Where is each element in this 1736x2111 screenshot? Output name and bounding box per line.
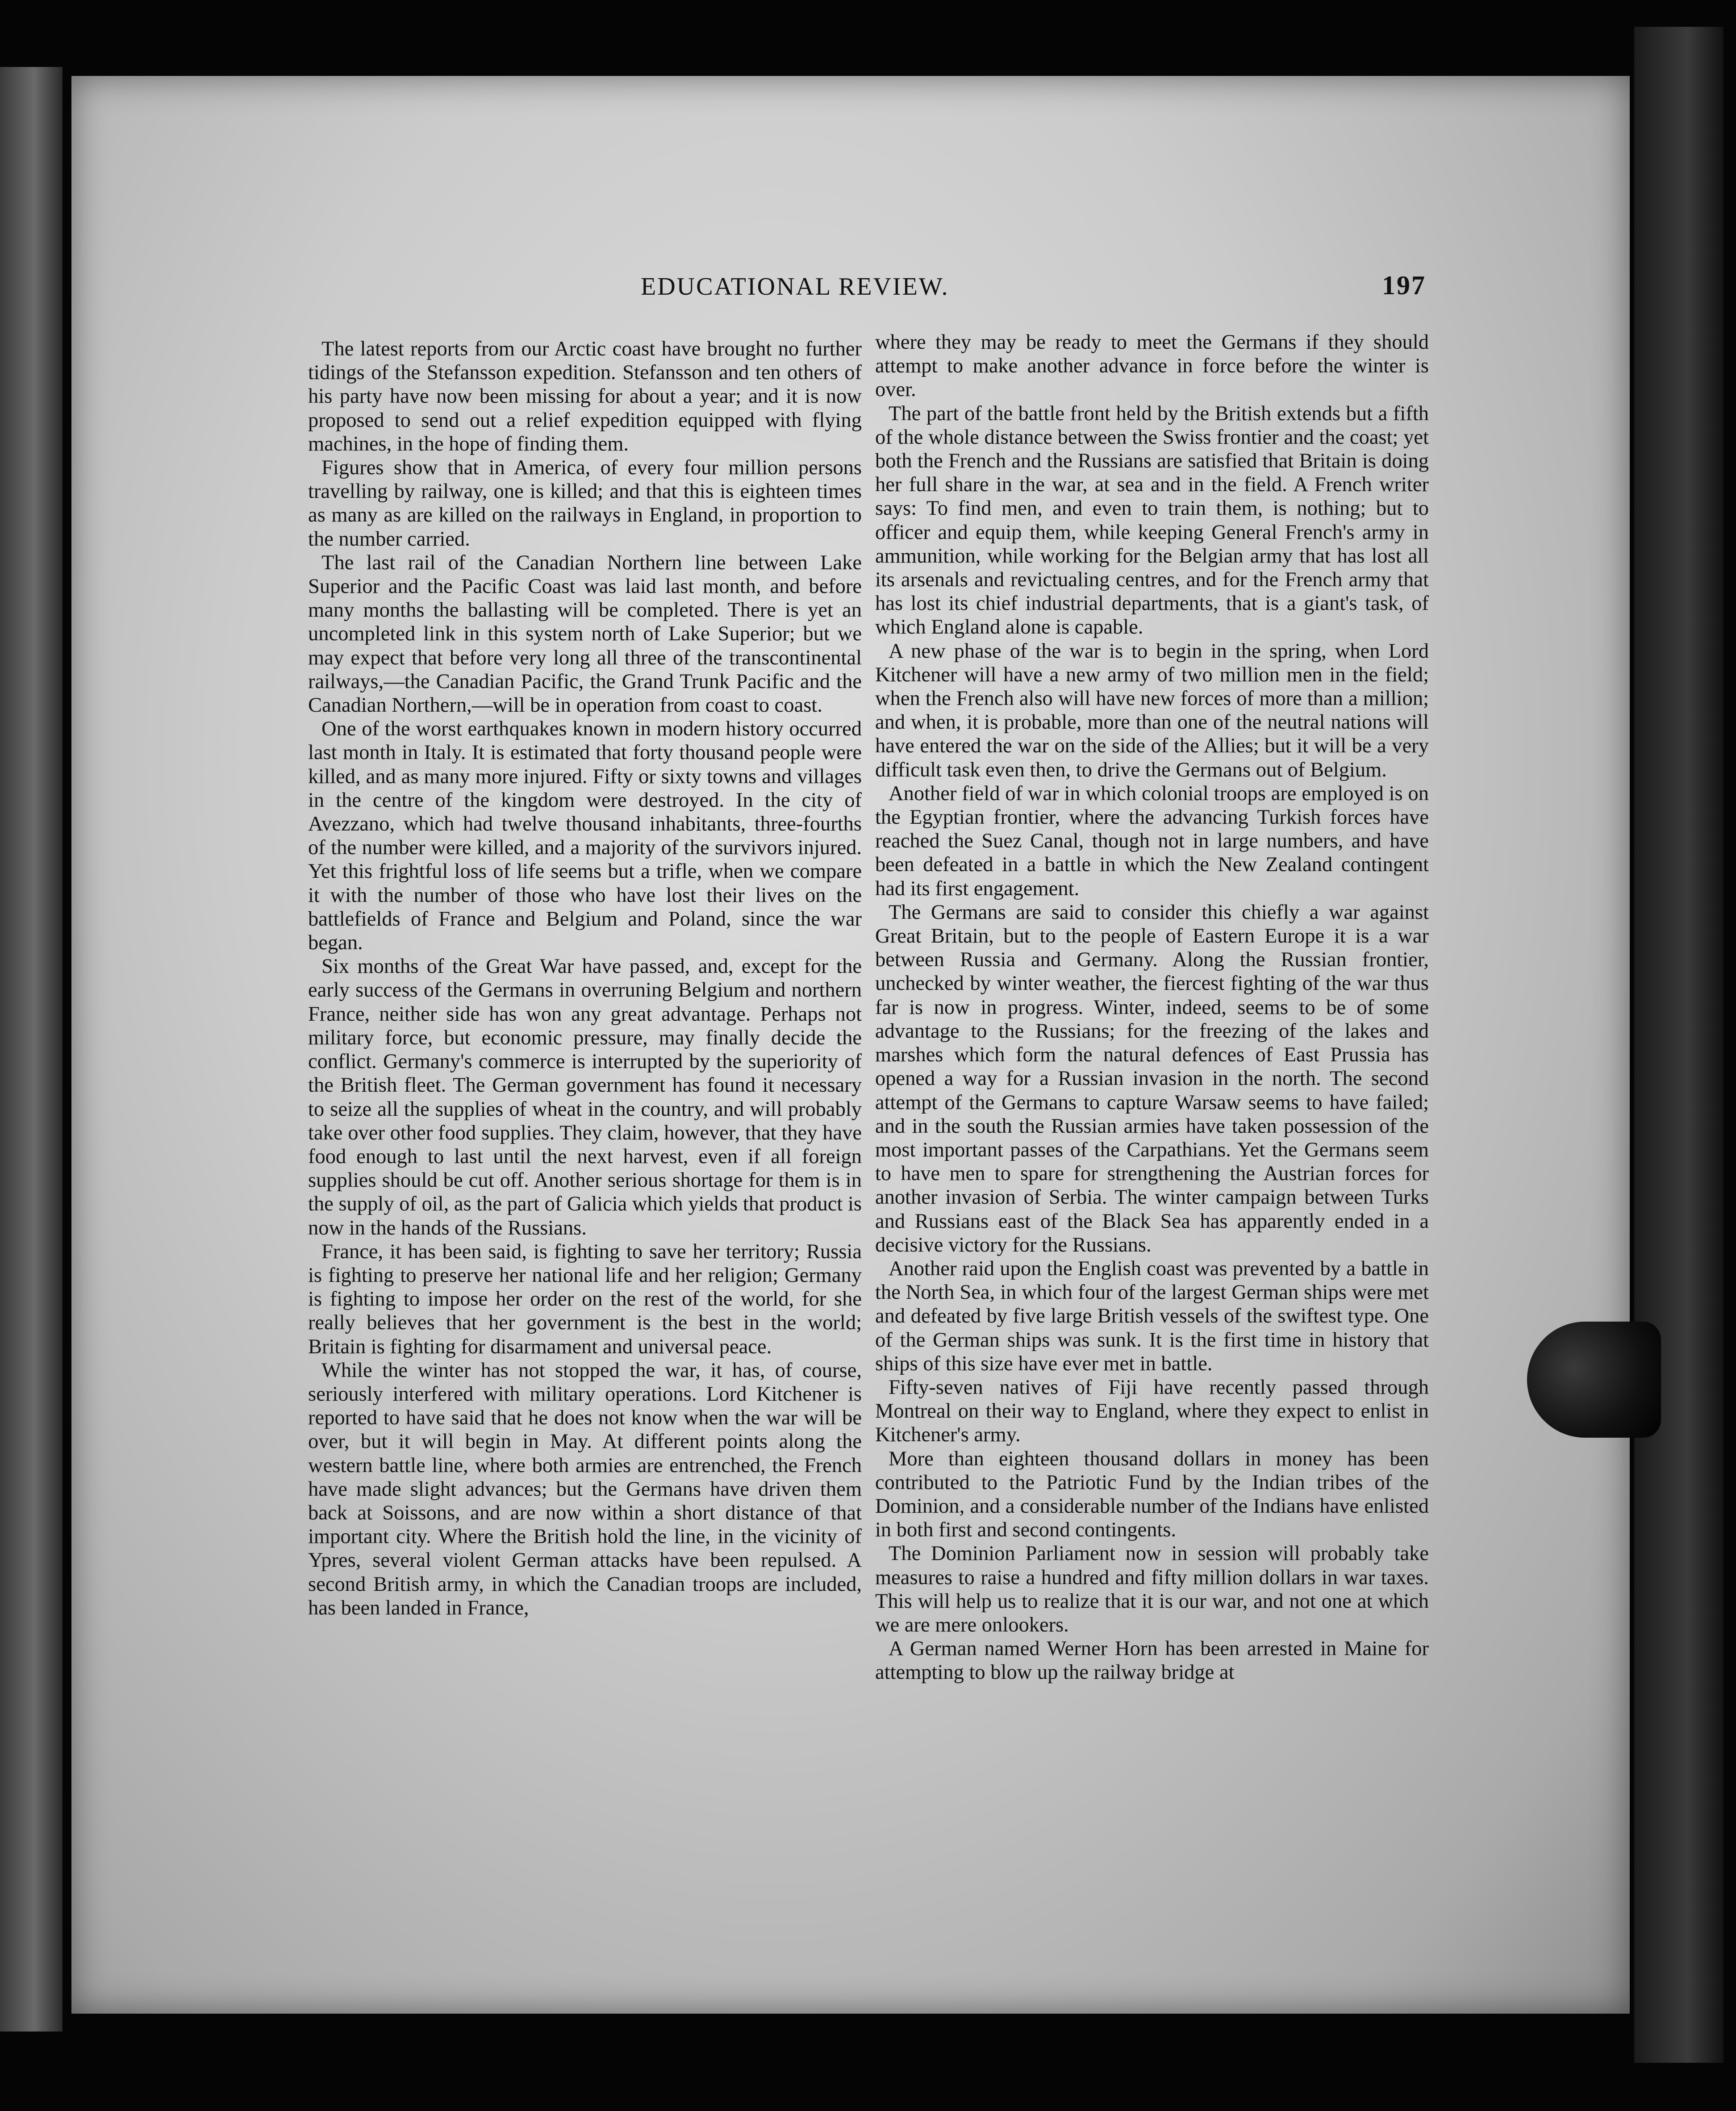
book-spine-edge [1634, 27, 1723, 2063]
paragraph: The Germans are said to consider this chiefly a war against Great Britain, but to the people of Eastern Europe it is a war between Russia and Germany. Along the Russian frontier, unchecked by winter weather, the fiercest fighting of the war thus far is now in progress. Winter, indeed, seems to be of some advantage to the Russians; for the freezing of the lakes and marshes which form the natural defences of East Prussia has opened a way for a Russian invasion in the north. The second attempt of the Germans to capture Warsaw seems to have failed; and in the south the Russian armies have taken possession of the most important passes of the Carpathians. Yet the Germans seem to have men to spare for strengthening the Austrian forces for another invasion of Serbia. The winter campaign between Turks and Russians east of the Black Sea has apparently ended in a decisive victory for the Russians. [875, 901, 1429, 1256]
paragraph: A German named Werner Horn has been arrested in Maine for attempting to blow up the railway bridge at [875, 1637, 1429, 1684]
paragraph: Figures show that in America, of every four million persons travelling by railway, one is killed; and that this is eighteen times as many as are killed on the railways in England, in proportion to the number carried. [308, 456, 862, 551]
paragraph-continuation: where they may be ready to meet the Germans if they should attempt to make another advance in force before the winter is over. [875, 331, 1429, 401]
facing-page-edge [0, 67, 63, 2032]
running-head-title: EDUCATIONAL REVIEW. [641, 273, 949, 300]
paragraph: Fifty-seven natives of Fiji have recently passed through Montreal on their way to England, where they expect to enlist in Kitchener's army. [875, 1376, 1429, 1447]
paragraph: The last rail of the Canadian Northern line between Lake Superior and the Pacific Coast was laid last month, and before many months the ballasting will be completed. There is yet an uncompleted link in this system north of Lake Superior; but we may expect that before very long all three of the transcontinental railways,—the Canadian Pacific, the Grand Trunk Pacific and the Canadian Northern,—will be in operation from coast to coast. [308, 551, 862, 717]
thumb-holding-page [1527, 1322, 1661, 1438]
paragraph: While the winter has not stopped the war, it has, of course, seriously interfered with military operations. Lord Kitchener is reported to have said that he does not know when the war will be over, but it will begin in May. At different points along the western battle line, where both armies are entrenched, the French have made slight advances; but the Germans have driven them back at Soissons, and are now within a short distance of that important city. Where the British hold the line, in the vicinity of Ypres, several violent German attacks have been repulsed. A second British army, in which the Canadian troops are included, has been landed in France, [308, 1359, 862, 1619]
paragraph: A new phase of the war is to begin in the spring, when Lord Kitchener will have a new army of two million men in the field; when the French also will have new forces of more than a million; and when, it is probable, more than one of the neutral nations will have entered the war on the side of the Allies; but it will be a very difficult task even then, to drive the Germans out of Belgium. [875, 639, 1429, 781]
paragraph: The latest reports from our Arctic coast have brought no further tidings of the Stefansson expedition. Stefansson and ten others of his party have now been missing for about a year; and it is now proposed to send out a relief expedition equipped with flying machines, in the hope of finding them. [308, 338, 862, 455]
paragraph: The Dominion Parliament now in session will probably take measures to raise a hundred and fifty million dollars in war taxes. This will help us to realize that it is our war, and not one at which we are mere onlookers. [875, 1542, 1429, 1636]
paragraph: Another raid upon the English coast was prevented by a battle in the North Sea, in which four of the largest German ships were met and defeated by five large British vessels of the swiftest type. One of the German ships was sunk. It is the first time in history that ships of this size have ever met in battle. [875, 1257, 1429, 1375]
paragraph: Another field of war in which colonial troops are employed is on the Egyptian frontier, where the advancing Turkish forces have reached the Suez Canal, though not in large numbers, and have been defeated in a battle in which the New Zealand contingent had its first engagement. [875, 782, 1429, 900]
right-column [875, 330, 1429, 1685]
paragraph: The part of the battle front held by the British extends but a fifth of the whole distance between the Swiss frontier and the coast; yet both the French and the Russians are satisfied that Britain is doing her full share in the war, at sea and in the field. A French writer says: To find men, and even to train them, is nothing; but to officer and equip them, while keeping General French's army in ammunition, while working for the Belgian army that has lost all its arsenals and revictualing centres, and for the French army that has lost its chief industrial departments, that is a giant's task, of which England alone is capable. [875, 402, 1429, 639]
left-column [308, 337, 862, 1620]
paragraph: More than eighteen thousand dollars in money has been contributed to the Patriotic Fund by the Indian tribes of the Dominion, and a considerable number of the Indians have enlisted in both first and second contingents. [875, 1447, 1429, 1542]
paragraph: Six months of the Great War have passed, and, except for the early success of the Germans in overruning Belgium and northern France, neither side has won any great advantage. Perhaps not military force, but economic pressure, may finally decide the conflict. Germany's commerce is interrupted by the superiority of the British fleet. The German government has found it necessary to seize all the supplies of wheat in the country, and will probably take over other food supplies. They claim, however, that they have food enough to last until the next harvest, even if all foreign supplies should be cut off. Another serious shortage for them is in the supply of oil, as the part of Galicia which yields that product is now in the hands of the Russians. [308, 955, 862, 1239]
page-number: 197 [1382, 271, 1426, 300]
paragraph: France, it has been said, is fighting to save her territory; Russia is fighting to preserve her national life and her religion; Germany is fighting to impose her order on the rest of the world, for she really believes that her government is the best in the world; Britain is fighting for disarmament and universal peace. [308, 1240, 862, 1358]
paragraph: One of the worst earthquakes known in modern history occurred last month in Italy. It is estimated that forty thousand people were killed, and as many more injured. Fifty or sixty towns and villages in the centre of the kingdom were destroyed. In the city of Avezzano, which had twelve thousand inhabitants, three-fourths of the number were killed, and a majority of the survivors injured. Yet this frightful loss of life seems but a trifle, when we compare it with the number of those who have lost their lives on the battlefields of France and Belgium and Poland, since the war began. [308, 718, 862, 955]
